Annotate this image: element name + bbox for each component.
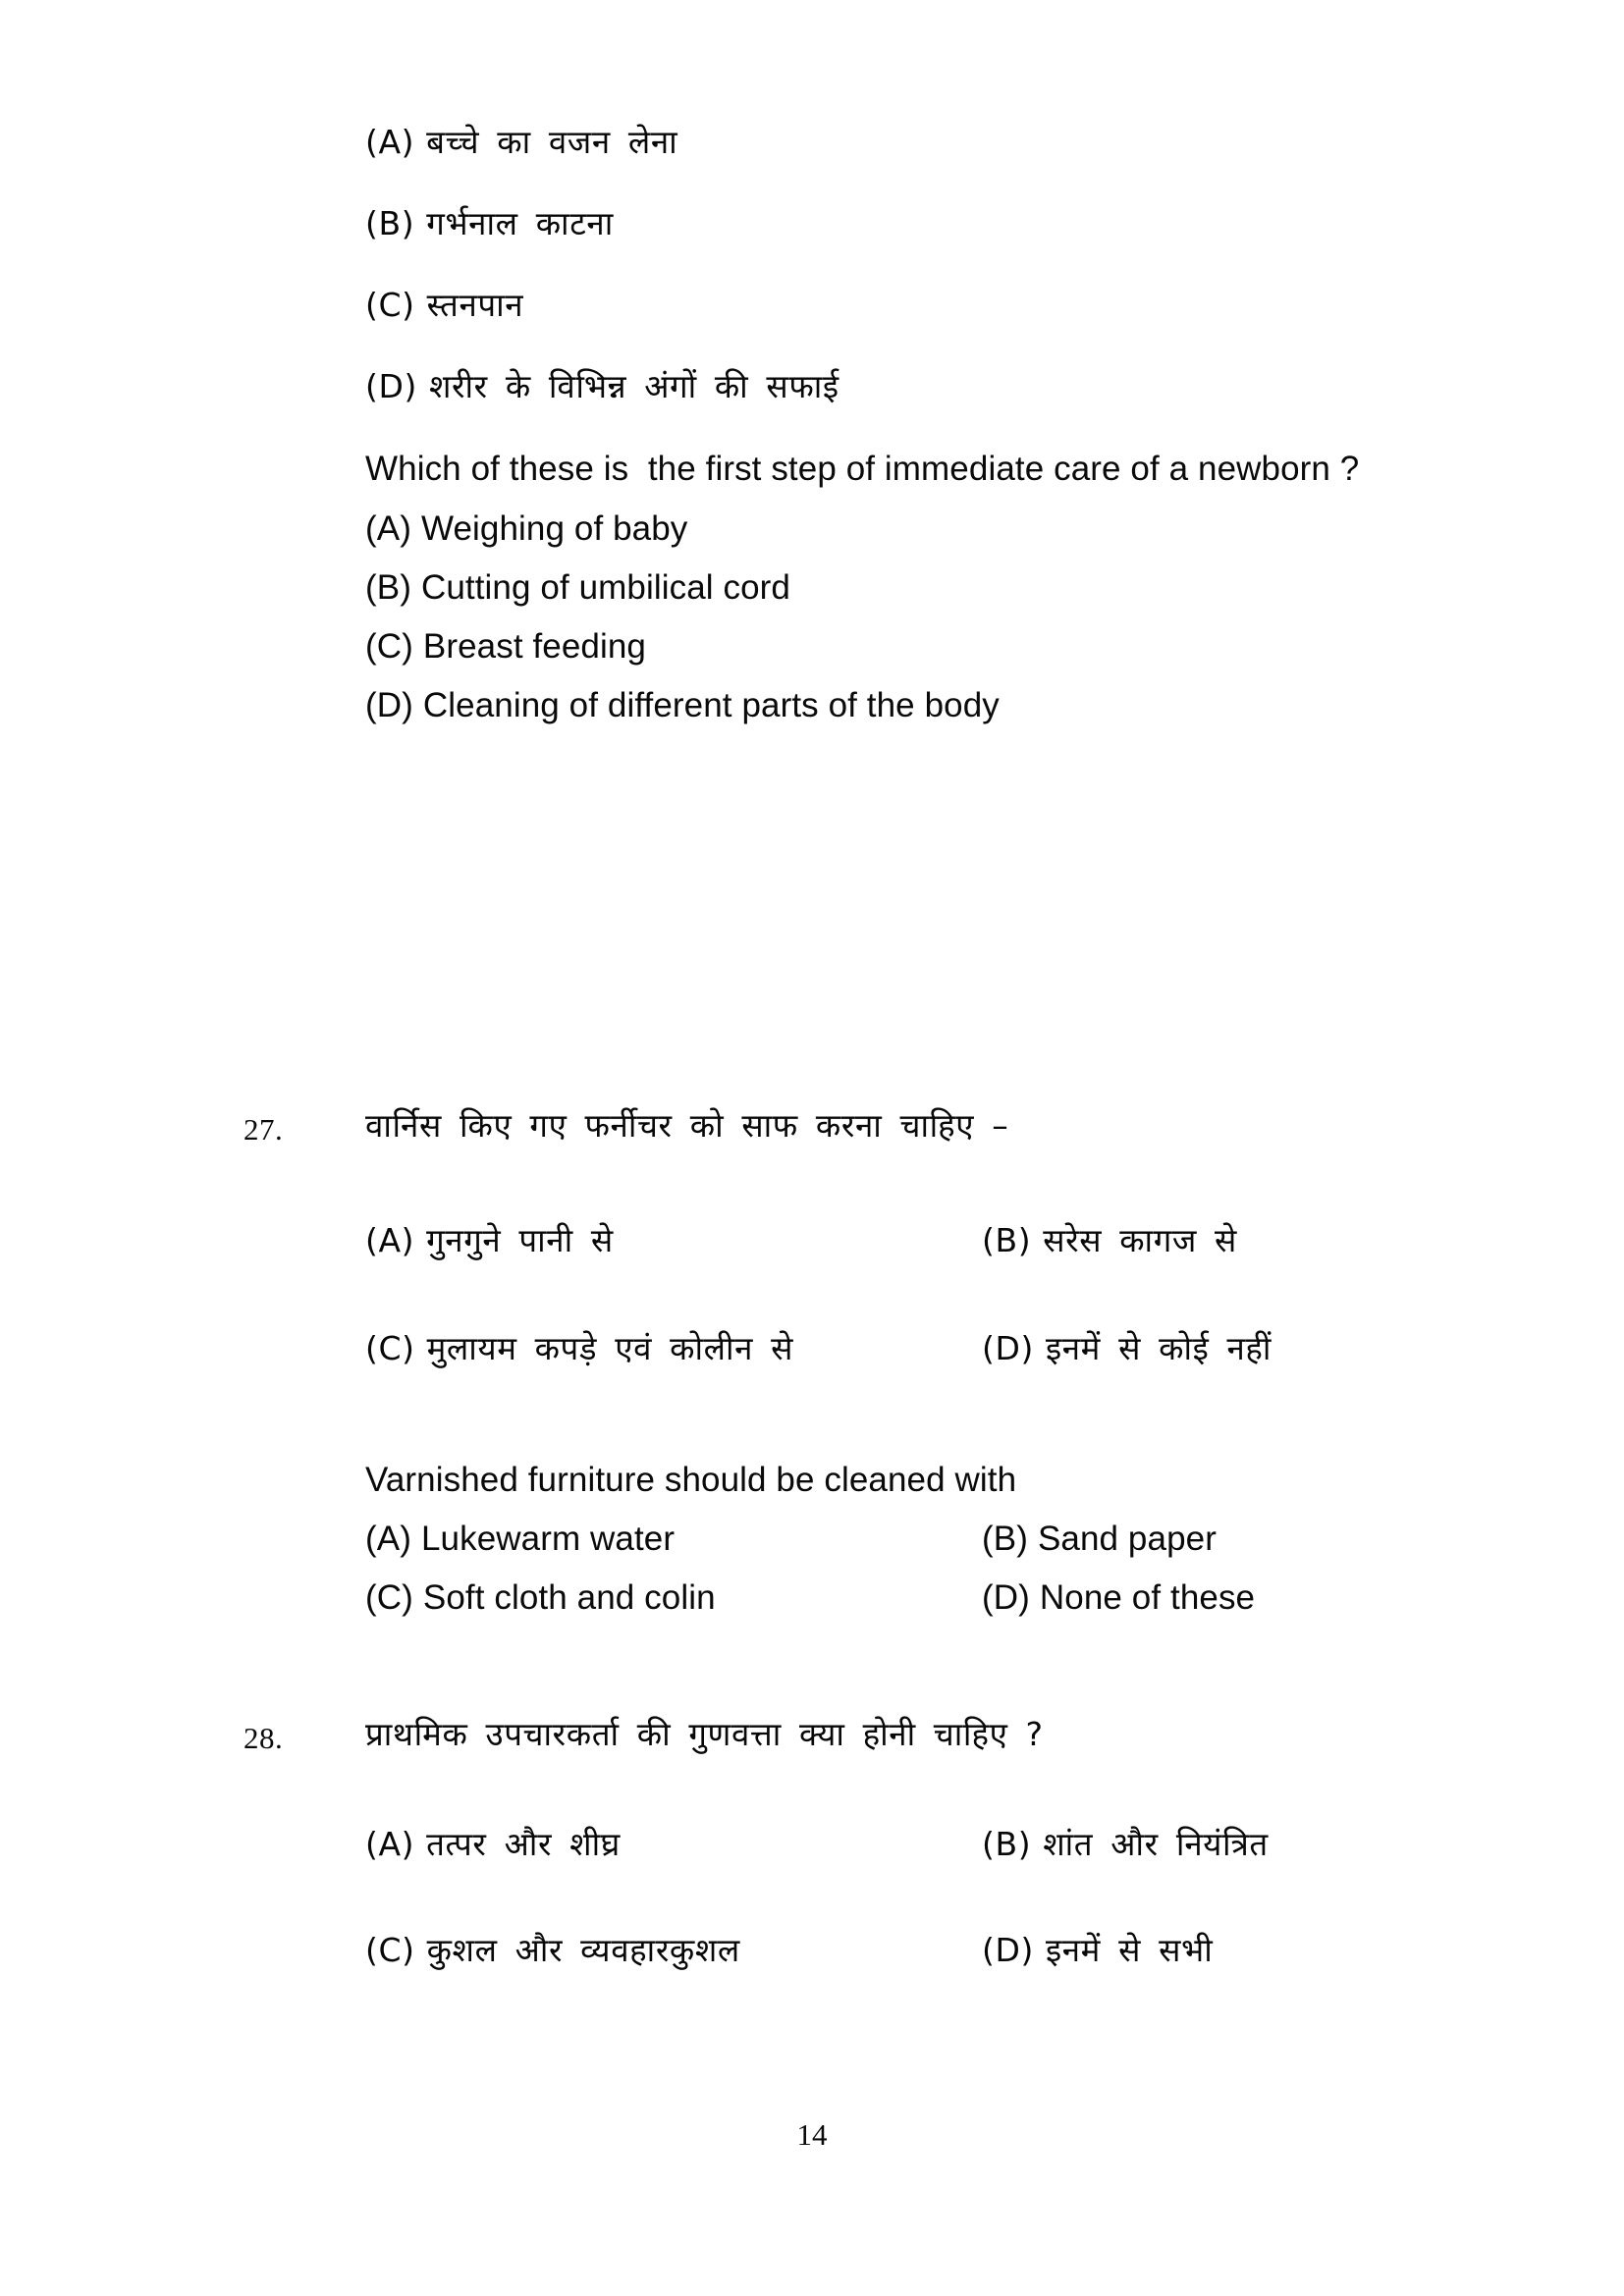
option-text: Lukewarm water <box>420 1520 676 1558</box>
option-label: (D) <box>982 1931 1034 1969</box>
question-stem-text: Varnished furniture should be cleaned with <box>365 1461 1017 1499</box>
option-c-hindi-q27 <box>365 1330 793 1367</box>
option-c-english-q26 <box>365 627 646 667</box>
option-label: (A) <box>365 1825 415 1863</box>
option-a-hindi-q26 <box>365 124 677 161</box>
option-label: (C) <box>365 627 413 666</box>
option-a-hindi-q27 <box>365 1222 614 1259</box>
option-label: (C) <box>365 1578 413 1617</box>
option-text: शांत और नियंत्रित <box>1043 1825 1269 1863</box>
option-label: (A) <box>365 1520 411 1558</box>
option-label: (D) <box>982 1329 1034 1367</box>
option-label: (C) <box>365 1329 415 1367</box>
option-a-english-q26 <box>365 509 687 549</box>
option-label: (D) <box>365 686 413 724</box>
option-text: बच्चे का वजन लेना <box>426 123 678 161</box>
option-text: Breast feeding <box>422 627 646 666</box>
option-b-english-q26 <box>365 568 790 608</box>
option-d-english-q26 <box>365 686 1000 725</box>
option-text: इनमें से सभी <box>1045 1931 1214 1969</box>
option-label: (C) <box>365 286 415 324</box>
option-a-hindi-q28 <box>365 1826 621 1863</box>
option-d-english-q27 <box>982 1578 1255 1618</box>
option-b-hindi-q26 <box>365 205 614 242</box>
option-text: Weighing of baby <box>420 509 688 548</box>
option-label: (B) <box>365 568 411 607</box>
option-text: Cleaning of different parts of the body <box>422 686 1000 724</box>
option-label: (C) <box>365 1931 415 1969</box>
option-c-hindi-q28 <box>365 1932 740 1969</box>
option-text: गुनगुने पानी से <box>426 1221 614 1259</box>
question-number-27: 27. <box>244 1112 284 1147</box>
question-stem-hindi-q27 <box>365 1107 1008 1145</box>
option-label: (A) <box>365 1221 415 1259</box>
option-label: (D) <box>365 367 417 405</box>
option-text: मुलायम कपड़े एवं कोलीन से <box>426 1329 794 1367</box>
option-d-hindi-q28 <box>982 1932 1213 1969</box>
option-text: सरेस कागज से <box>1043 1221 1237 1259</box>
question-stem-hindi-q28 <box>365 1716 1044 1753</box>
question-stem-english-q27 <box>365 1461 1016 1500</box>
page-number: 14 <box>796 2117 828 2152</box>
question-stem-text: प्राथमिक उपचारकर्ता की गुणवत्ता क्या होनी चाहिए ? <box>365 1715 1044 1753</box>
option-label: (B) <box>982 1221 1032 1259</box>
option-a-english-q27 <box>365 1520 675 1559</box>
option-d-hindi-q26 <box>365 368 839 405</box>
option-label: (A) <box>365 123 415 161</box>
question-stem-text: Which of these is the first step of immediate care of a newborn ? <box>365 450 1360 488</box>
option-text: इनमें से कोई नहीं <box>1045 1329 1272 1367</box>
option-c-english-q27 <box>365 1578 716 1618</box>
option-text: शरीर के विभिन्न अंगों की सफाई <box>428 367 839 405</box>
option-label: (A) <box>365 509 411 548</box>
option-text: Cutting of umbilical cord <box>420 568 790 607</box>
option-b-hindi-q27 <box>982 1222 1237 1259</box>
option-label: (B) <box>982 1520 1028 1558</box>
option-b-english-q27 <box>982 1520 1217 1559</box>
option-text: Soft cloth and colin <box>422 1578 716 1617</box>
option-text: Sand paper <box>1037 1520 1217 1558</box>
question-stem-text: वार्निस किए गए फर्नीचर को साफ करना चाहिए – <box>365 1106 1009 1145</box>
option-label: (B) <box>982 1825 1032 1863</box>
option-b-hindi-q28 <box>982 1826 1269 1863</box>
option-text: तत्पर और शीघ्र <box>426 1825 621 1863</box>
option-text: कुशल और व्यवहारकुशल <box>426 1931 740 1969</box>
option-text: None of these <box>1039 1578 1256 1617</box>
option-text: स्तनपान <box>426 286 524 324</box>
option-c-hindi-q26 <box>365 287 523 324</box>
question-number-28: 28. <box>244 1721 284 1755</box>
option-label: (B) <box>365 204 415 242</box>
option-text: गर्भनाल काटना <box>426 204 614 242</box>
option-label: (D) <box>982 1578 1030 1617</box>
option-d-hindi-q27 <box>982 1330 1272 1367</box>
question-stem-english-q26 <box>365 450 1359 489</box>
